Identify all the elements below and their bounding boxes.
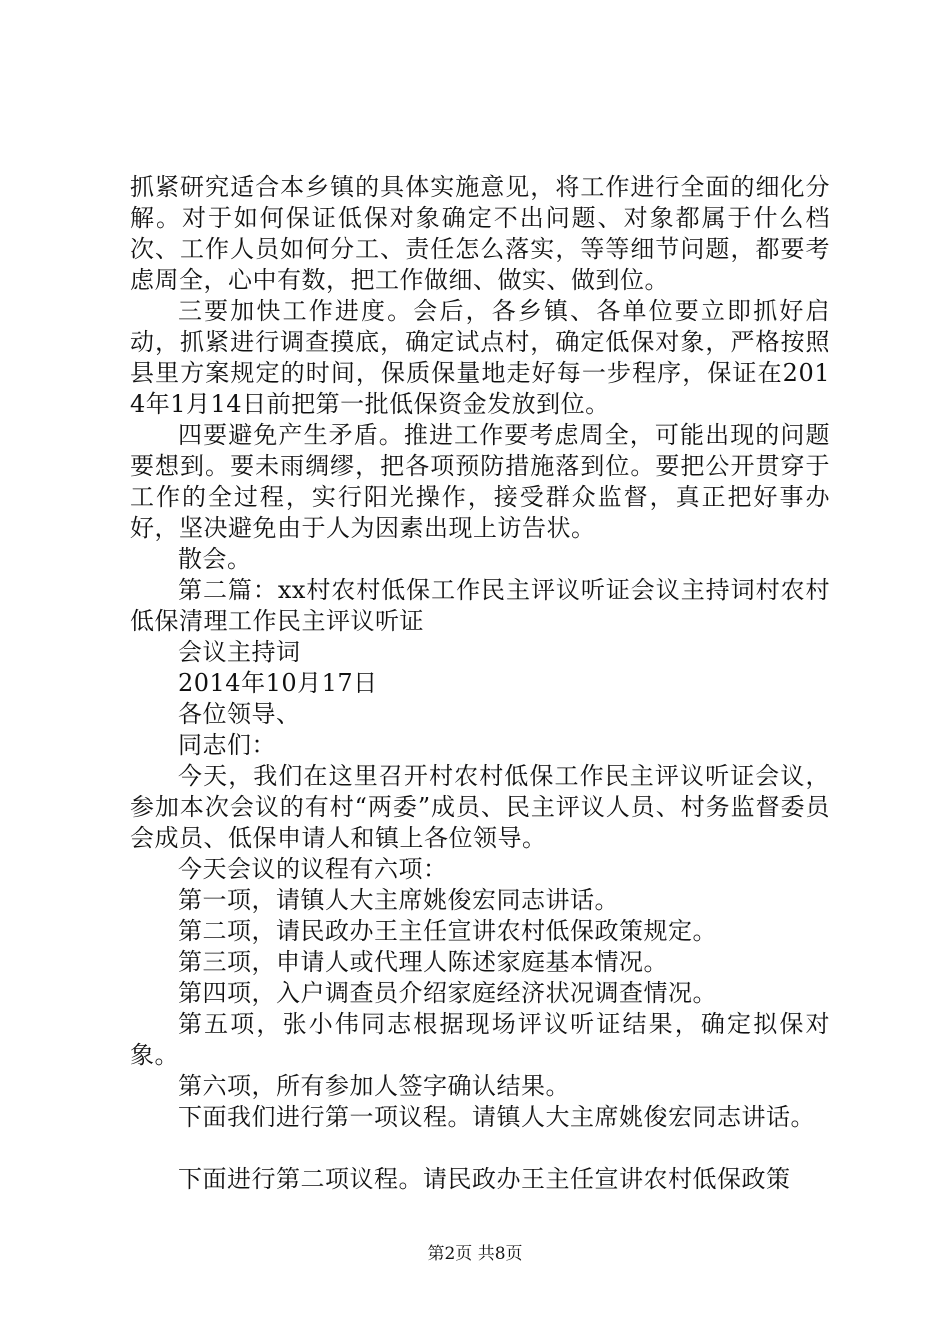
paragraph: 第五项，张小伟同志根据现场评议听证结果，确定拟保对象。 — [130, 1010, 830, 1069]
paragraph: 三要加快工作进度。会后，各乡镇、各单位要立即抓好启动，抓紧进行调查摸底，确定试点村，确定低保对象，严格按照县里方案规定的时间，保质保量地走好每一步程序，保证在2014年1月14日前把第一批低保资金发放到位。 — [130, 297, 830, 418]
paragraph: 今天，我们在这里召开村农村低保工作民主评议听证会议，参加本次会议的有村“两委”成员、民主评议人员、村务监督委员会成员、低保申请人和镇上各位领导。 — [130, 762, 830, 852]
paragraph: 第二项，请民政办王主任宣讲农村低保政策规定。 — [178, 917, 717, 945]
paragraph: 第一项，请镇人大主席姚俊宏同志讲话。 — [178, 886, 619, 914]
paragraph: 今天会议的议程有六项： — [178, 855, 448, 883]
paragraph: 第四项，入户调查员介绍家庭经济状况调查情况。 — [178, 979, 717, 1007]
paragraph: 会议主持词 — [178, 638, 301, 666]
paragraph: 下面进行第二项议程。请民政办王主任宣讲农村低保政策 — [178, 1165, 791, 1193]
paragraph: 抓紧研究适合本乡镇的具体实施意见，将工作进行全面的细化分解。对于如何保证低保对象确定不出问题、对象都属于什么档次、工作人员如何分工、责任怎么落实，等等细节问题，都要考虑周全，心中有数，把工作做细、做实、做到位。 — [130, 173, 830, 294]
blank-line — [130, 1133, 830, 1164]
paragraph: 第六项，所有参加人签字确认结果。 — [178, 1072, 570, 1100]
paragraph: 散会。 — [178, 545, 252, 573]
paragraph: 同志们： — [178, 731, 276, 759]
paragraph: 2014年10月17日 — [178, 669, 378, 697]
paragraph: 四要避免产生矛盾。推进工作要考虑周全，可能出现的问题要想到。要未雨绸缪，把各项预防措施落到位。要把公开贯穿于工作的全过程，实行阳光操作，接受群众监督，真正把好事办好，坚决避免由于人为因素出现上访告状。 — [130, 421, 830, 542]
paragraph: 第三项，申请人或代理人陈述家庭基本情况。 — [178, 948, 668, 976]
document-body — [130, 172, 830, 1195]
paragraph: 下面我们进行第一项议程。请镇人大主席姚俊宏同志讲话。 — [178, 1103, 815, 1131]
page-footer: 第2页 共8页 — [427, 1244, 523, 1264]
paragraph: 各位领导、 — [178, 700, 301, 728]
paragraph: 第二篇：xx村农村低保工作民主评议听证会议主持词村农村低保清理工作民主评议听证 — [130, 576, 830, 635]
